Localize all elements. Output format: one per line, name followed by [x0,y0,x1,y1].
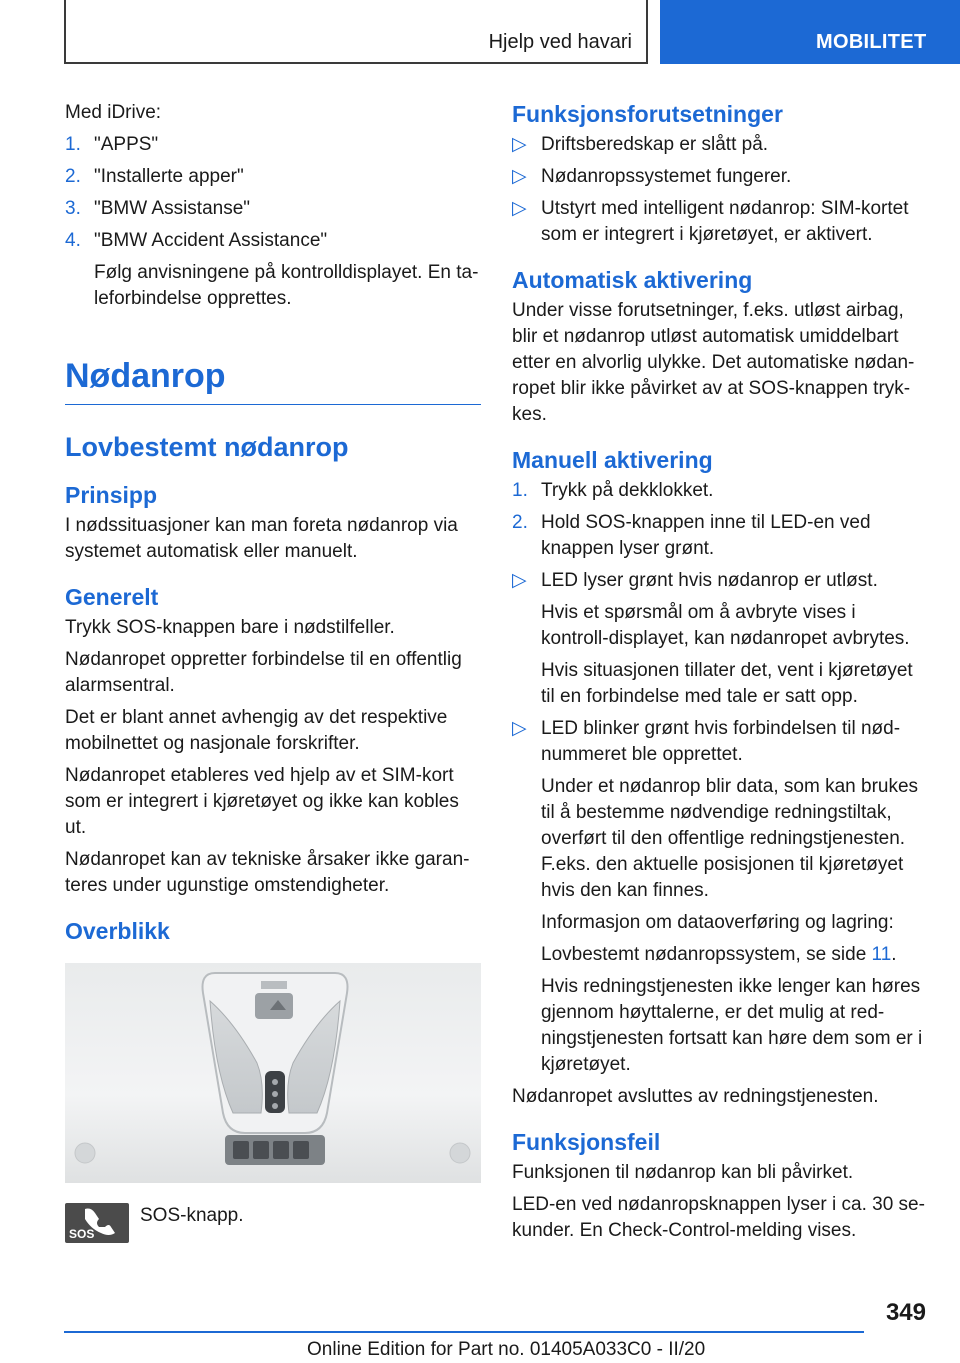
page-number: 349 [885,1299,926,1326]
figure-caption [65,1203,481,1243]
right-column [512,100,928,1250]
led-status-list [512,568,928,594]
section-heading: Lovbestemt nødanrop [65,432,349,462]
paragraph: Nødanropet etableres ved hjelp av et SIM-kort som er integrert i kjøretøyet og ikke kan kobles ut. [65,765,459,838]
requirements-list [512,132,928,248]
intro-text: Med iDrive: [65,102,162,123]
list-item: 1. Trykk på dekklokket. [512,478,928,504]
header-chapter-title: MOBILITET [816,31,927,53]
caption-text: SOS-knapp. [140,1205,244,1226]
triangle-bullet-icon: ▷ [512,134,527,155]
overhead-console-image [65,963,481,1183]
list-item: ▷ Driftsberedskap er slått på. [512,132,928,158]
header-section-box [64,0,648,64]
note: Hvis et spørsmål om å avbryte vises i kontroll-displayet, kan nødanropet avbrytes. [541,602,910,649]
header-chapter-tab [660,0,960,64]
subsection-heading-forutsetninger: Funksjonsforutsetninger [512,101,783,127]
triangle-bullet-icon: ▷ [512,570,527,591]
paragraph: Det er blant annet avhengig av det respektive mobilnettet og nasjonale forskrifter. [65,707,448,754]
list-item: 3. "BMW Assistanse" [65,196,481,222]
note: Hvis redningstjenesten ikke lenger kan høres gjennom høyttalerne, er det mulig at red-ningstjenesten fortsatt kan høre dem som er i kjøretøyet. [541,976,923,1075]
step-number: 1. [512,480,528,501]
list-item: 4. "BMW Accident Assistance" [65,228,481,254]
header-section-title: Hjelp ved havari [488,31,632,53]
page-link[interactable]: 11 [871,944,892,965]
step-note: Følg anvisningene på kontrolldisplayet. En ta-leforbindelse opprettes. [94,262,479,309]
list-item: ▷ LED lyser grønt hvis nødanrop er utløst. [512,568,928,594]
step-number: 3. [65,198,81,219]
note: Hvis situasjonen tillater det, vent i kjøretøyet til en forbindelse med tale er satt opp. [541,660,913,707]
list-item: 2. "Installerte apper" [65,164,481,190]
paragraph: Nødanropet avsluttes av redningstjenesten. [512,1086,879,1107]
note: Under et nødanrop blir data, som kan brukes til å bestemme nødvendige redningstiltak, overført til den offentlige redningstjenesten. F.eks. den aktuelle posisjonen til kjøretøyet hvis den kan finnes. [541,776,919,901]
paragraph: LED-en ved nødanropsknappen lyser i ca. 30 se-kunder. En Check-Control-melding vises. [512,1194,925,1241]
list-item: ▷ Utstyrt med intelligent nødanrop: SIM-kortet som er integrert i kjøretøyet, er aktivert. [512,198,909,245]
list-item: ▷ LED blinker grønt hvis forbindelsen til nød-nummeret ble opprettet. [512,718,901,765]
triangle-bullet-icon: ▷ [512,718,527,739]
step-number: 2. [65,166,81,187]
paragraph: Trykk SOS-knappen bare i nødstilfeller. [65,617,395,638]
subsection-heading-funksjonsfeil: Funksjonsfeil [512,1129,661,1155]
subsection-heading-overblikk: Overblikk [65,918,170,944]
page-title: Nødanrop [65,356,481,405]
idrive-steps [65,132,481,254]
paragraph: Nødanropet kan av tekniske årsaker ikke garan-teres under ugunstige omstendigheter. [65,849,470,896]
note: Informasjon om dataoverføring og lagring: [541,912,894,933]
manual-steps [512,478,928,562]
overhead-console-illustration [65,963,481,1183]
step-number: 1. [65,134,81,155]
cross-reference: Lovbestemt nødanropssystem, se side 11. [541,944,897,965]
list-item: 1. "APPS" [65,132,481,158]
left-column [65,100,481,1243]
paragraph: Nødanropet oppretter forbindelse til en offentlig alarmsentral. [65,649,462,696]
paragraph: Under visse forutsetninger, f.eks. utløst airbag, blir et nødanrop utløst automatisk umiddelbart etter en alvorlig ulykke. Det automatiske nødan-ropet blir ikke påvirket av at SOS-knappen tryk-kes. [512,300,915,425]
step-number: 4. [65,230,81,251]
list-item: 2. Hold SOS-knappen inne til LED-en ved knappen lyser grønt. [512,512,871,559]
triangle-bullet-icon: ▷ [512,198,527,219]
footer-edition: Online Edition for Part no. 01405A033C0 - II/20 [307,1339,706,1360]
sos-button-icon [65,1203,129,1243]
led-status-list [512,716,928,768]
footer-divider [64,1331,864,1333]
subsection-heading-automatisk: Automatisk aktivering [512,267,753,293]
step-number: 2. [512,512,528,533]
triangle-bullet-icon: ▷ [512,166,527,187]
paragraph: I nødssituasjoner kan man foreta nødanrop via systemet automatisk eller manuelt. [65,515,458,562]
list-item: ▷ Nødanropssystemet fungerer. [512,164,928,190]
sos-icon-label: SOS [69,1227,95,1241]
subsection-heading-generelt: Generelt [65,584,159,610]
paragraph: Funksjonen til nødanrop kan bli påvirket. [512,1162,854,1183]
subsection-heading-manuell: Manuell aktivering [512,447,713,473]
subsection-heading-prinsipp: Prinsipp [65,482,158,508]
